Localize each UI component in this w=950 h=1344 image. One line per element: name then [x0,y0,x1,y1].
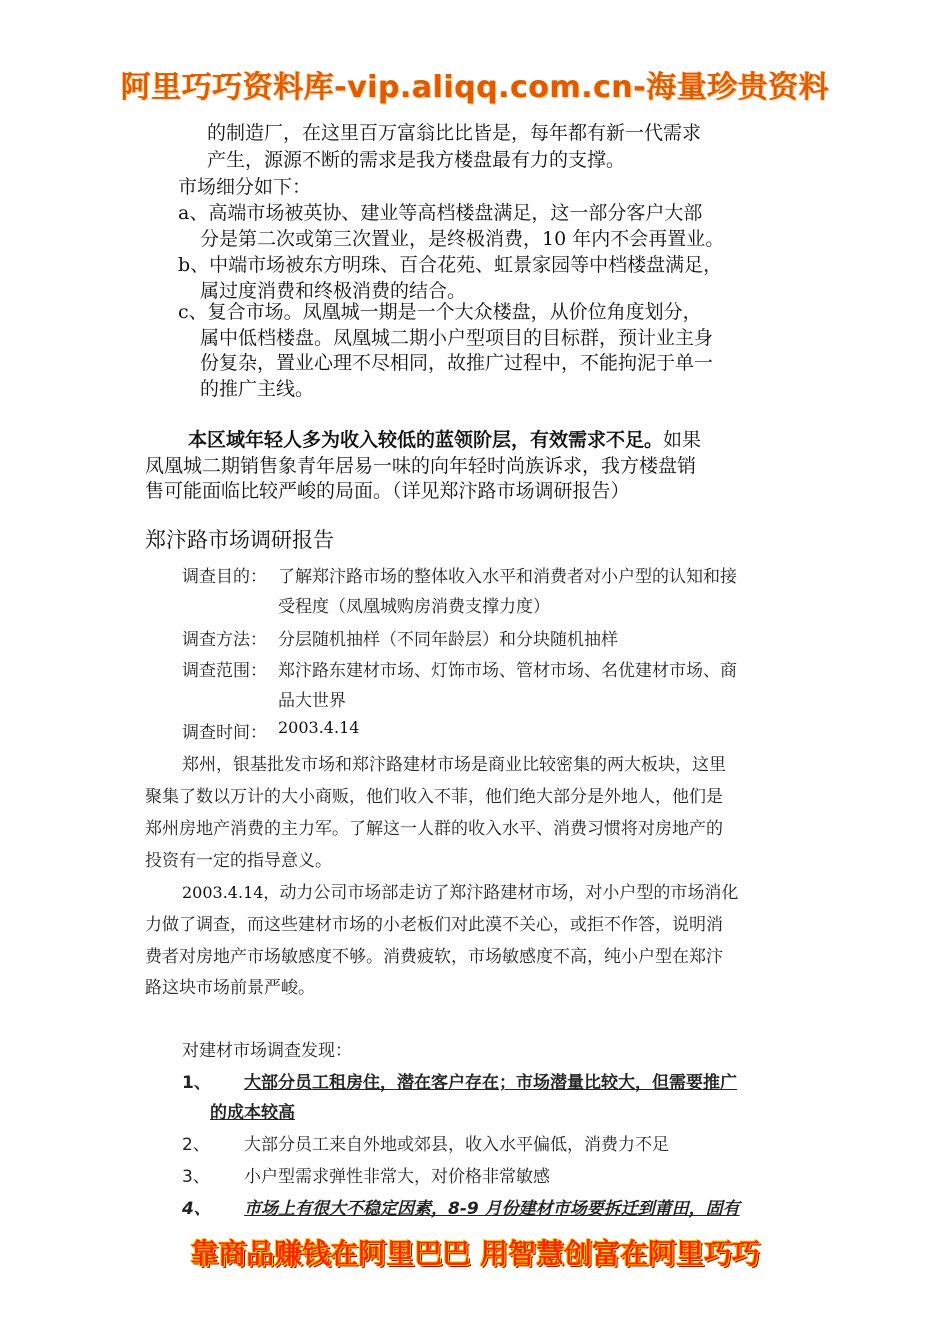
summary-line: 售可能面临比较严峻的局面。（详见郑汴路市场调研报告） [145,480,630,502]
segment-b-line: b、中端市场被东方明珠、百合花苑、虹景家园等中档楼盘满足， [178,254,723,276]
intro-line: 产生，源源不断的需求是我方楼盘最有力的支撑。 [207,149,626,171]
report-title: 郑汴路市场调研报告 [145,528,334,552]
segment-c-line: 的推广主线。 [200,378,315,400]
scope-text: 品大世界 [278,691,346,711]
finding-number: 3、 [182,1167,210,1187]
finding-number: 1、 [182,1073,211,1093]
method-label: 调查方法： [182,630,267,650]
finding-number: 2、 [182,1135,210,1155]
paragraph-line: 投资有一定的指导意义。 [145,851,332,871]
finding-number: 4、 [182,1199,211,1219]
purpose-text: 了解郑汴路市场的整体收入水平和消费者对小户型的认知和接 [278,567,737,587]
segment-c-line: c、复合市场。凤凰城一期是一个大众楼盘，从价位角度划分， [178,301,702,323]
finding-text: 大部分员工租房住，潜在客户存在；市场潜量比较大，但需要推广 [244,1073,737,1093]
paragraph-line: 路这块市场前景严峻。 [145,978,315,998]
finding-text: 的成本较高 [210,1103,295,1123]
paragraph-line: 聚集了数以万计的大小商贩，他们收入不菲，他们绝大部分是外地人，他们是 [145,787,723,807]
summary-emphasis: 本区域年轻人多为收入较低的蓝领阶层，有效需求不足。 [188,429,664,451]
summary-text: 如果 [663,429,702,451]
finding-text: 小户型需求弹性非常大，对价格非常敏感 [244,1167,550,1187]
paragraph-line: 力做了调查，而这些建材市场的小老板们对此漠不关心，或拒不作答，说明消 [145,915,723,935]
finding-text: 市场上有很大不稳定因素，8-9 月份建材市场要拆迁到莆田，固有 [244,1199,740,1219]
segment-b-line: 属过度消费和终极消费的结合。 [200,280,467,302]
purpose-label: 调查目的： [182,567,267,587]
scope-label: 调查范围： [182,661,267,681]
findings-heading: 对建材市场调查发现： [182,1041,352,1061]
paragraph-line: 费者对房地产市场敏感度不够。消费疲软，市场敏感度不高，纯小户型在郑汴 [145,947,723,967]
segment-c-line: 属中低档楼盘。凤凰城二期小户型项目的目标群，预计业主身 [200,327,714,349]
segment-heading: 市场细分如下： [178,176,312,198]
intro-line: 的制造厂，在这里百万富翁比比皆是，每年都有新一代需求 [207,122,702,144]
finding-text: 大部分员工来自外地或郊县，收入水平偏低，消费力不足 [244,1135,669,1155]
method-text: 分层随机抽样（不同年龄层）和分块随机抽样 [278,630,618,650]
segment-a-line: 分是第二次或第三次置业，是终极消费，10 年内不会再置业。 [200,228,725,250]
paragraph-line: 郑州房地产消费的主力军。了解这一人群的收入水平、消费习惯将对房地产的 [145,819,723,839]
segment-c-line: 份复杂，置业心理不尽相同，故推广过程中，不能拘泥于单一 [200,352,714,374]
summary-line: 凤凰城二期销售象青年居易一味的向年轻时尚族诉求，我方楼盘销 [145,455,697,477]
paragraph-line [182,878,738,903]
time-value: 2003.4.14 [278,718,360,737]
paragraph-text: 动力公司市场部走访了郑汴路建材市场，对小户型的市场消化 [279,883,739,903]
scope-text: 郑汴路东建材市场、灯饰市场、管材市场、名优建材市场、商 [278,661,737,681]
summary-line [188,425,701,452]
paragraph-line: 郑州，银基批发市场和郑汴路建材市场是商业比较密集的两大板块，这里 [182,755,726,775]
header-banner: 阿里巧巧资料库-vip.aliqq.com.cn-海量珍贵资料 [120,70,830,105]
time-label: 调查时间： [182,723,267,743]
report-date: 2003.4.14， [182,883,280,902]
segment-a-line: a、高端市场被英协、建业等高档楼盘满足，这一部分客户大部 [178,202,703,224]
purpose-text: 受程度（凤凰城购房消费支撑力度） [278,597,550,617]
footer-banner: 靠商品赚钱在阿里巴巴 用智慧创富在阿里巧巧 [190,1237,760,1270]
